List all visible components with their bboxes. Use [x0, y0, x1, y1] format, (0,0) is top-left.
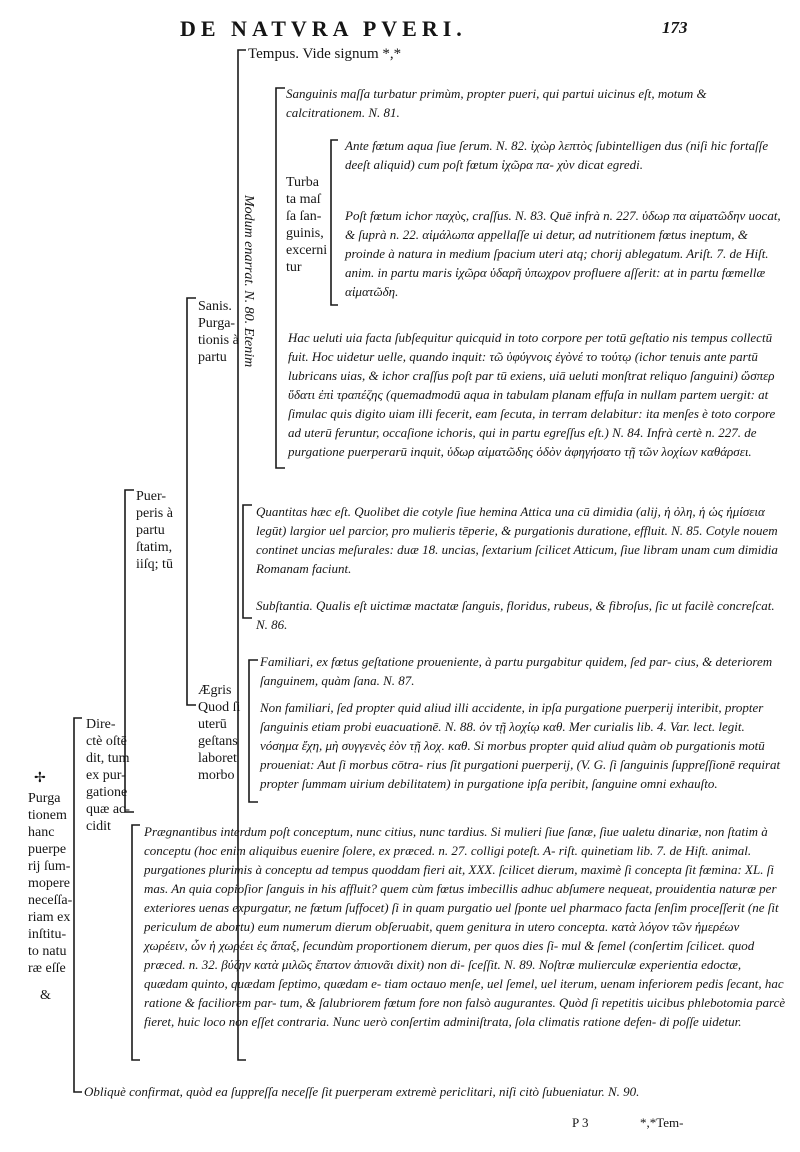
brace-puerperis-items [243, 505, 252, 618]
catchword: *,*Tem- [640, 1115, 684, 1130]
oblique-entry: Obliquè confirmat, quòd ea ſuppreſſa neceſſe ſit puerperam extremè periclitari, niſi citò ſubueniatur. N. 90. [84, 1084, 640, 1099]
quantitas-entry: Quantitas hæc eſt. Quolibet die cotyle ſiue hemina Attica una cū dimidia (alij, ἡ ὀλη, ἡ ὡς ἡμίσεια legūt) largior uel parcior, pro mulieris tēperie, & purgationis duratione, effluit. N. 85. Cotyle nouem continet uncias meſurales: duæ 18. uncias, ſextarium ſcilicet Atticum, ſiue libram unam cum dimidia Romanam faciunt. [256, 504, 778, 576]
brace-praegnantibus [132, 825, 140, 1060]
modum-vertical-label: Modum enarrat. N. 80. Etenim [241, 195, 256, 368]
hac-veluti-entry: Hac ueluti uia facta ſubſequitur quicquid in toto corpore per totū geſtatio nis tempus collectū fuit. Hoc uidetur uelle, quando inquit: τῶ ὑφύγνοις ἐγὸνέ το τούτῳ (ichor tenuis ante partū lubricans uias, & ichor craſſus poſt par tū exiens, uiā ueluti monſtrat reliquo ſanguini) ὥσπερ ὕδατι ἐπὶ τραπέζης (quemadmodū aqua in tabulam planam effuſa in nullam partem uergit: at ſimulac quis digito uiam illi fecerit, eam ſecuta, in terram delabitur: ita menſes è toto corpore ad uterū feruntur, occaſione ichoris, qui in partu egreſſus eſt.) N. 84. Infrà certè n. 227. de purgatione puerperarū inquit, ὑδωρ αἱματῶδης ὁδὸν ἀφηγήσατο τῇ τῶν λοχίων καθάρσει. [288, 330, 776, 459]
sanis-label: Sanis. Purga- tionis à partu [198, 299, 239, 365]
brace-directe [74, 718, 82, 1092]
brace-sanis [187, 298, 196, 705]
running-title: DE NATVRA PVERI. [180, 16, 467, 41]
post-foetum-entry: Poſt fœtum ichor παχὺς, craſſus. N. 83. Quē infrà n. 227. ὑδωρ πα αἱματῶδην uocat, & ſuprà n. 22. αἱμάλωπα appellaſſe ui detur, ad nutritionem fœtus ineptum, & proinde à natura in medium ſpacium uteri atq; chorij ablegatum. Ariſt. 7. de Hiſt. anim. in partu maris ἰχῶρα ὑδαρῆ ὑπωχρον profluere aſſerit: at in partu fœmellæ αἱματῶδη. [345, 208, 781, 299]
signature-mark: P 3 [572, 1115, 589, 1130]
non-familiari-entry: Non familiari, ſed propter quid aliud illi accidente, in ipſa purgatione puerperij interibit, propter ſanguinis etiam probi euacuationē. N. 88. ὀν τῇ λοχίῳ καθ. Mer curialis lib. 4. Var. lect. legit. νόσημα ἔχη, μὴ συγγενὲς ἐὸν τῇ λοχ. καθ. Si morbus propter quid aliud quàm ob purgationis motū proueniat: Aut ſi morbus cōtra- rius ſit purgationi puerperij, (V. G. ſi ſanguinis ſuppreſſionē requirat propter ſummam uirium debilitatem) in purgatione ipſa peribit, ſanguine omni exhauſto. [260, 700, 781, 791]
page-number: 173 [662, 18, 688, 37]
praegnantibus-entry: Prægnantibus interdum poſt conceptum, nunc citius, nunc tardius. Si mulieri ſiue ſanæ, ſiue ualetu dinariæ, non ſtatim à conceptu (hoc enim aliquibus euenire ſolere, ex præced. n. 27. colligi poteſt. A- riſt. quinetiam lib. 7. de Hiſt. animal. purgationes plurimis à conceptu ad tempus quoddam fieri ait, XXX. ſcilicet dierum, maximè ſi concepta ſit fœmina: XL. ſi mas. An quia copioſior ſanguis in his affluit? quem cùm fœtus imbecillis adhuc abſumere nequeat, prouidentia naturæ per exteriores uenas expurgatur, ne fœtum ſuffocet) ſi in quam purgatio uel ſponte uel pharmaco facta ſenſim proceſſerit (ne ſit periculum de abortu) eum numerum dierum obſeruabit, quem genitura in utero concepta. κατὰ λόγον τῶν ἡμερέων χωρέειν, ὧν ἡ χωρέει ἐς ἅπαξ, ſecundùm proportionem dierum, per quos dies ſi- mul & ſemel (conſertim ſcilicet. quod præced. n. 32. βύζην κατὰ μιλῶς ἔπατον ἀπιονᾶι dixit) non di- ſceſſit. N. 89. Noſtræ mulierculæ experientia edoctæ, quædam quinto, quædam ſeptimo, quædam e- tiam octauo menſe, uel ſemel, uel iterum, uenam inferiorem pedis ſecant, hac ratione & faciliorem par- tum, & ſalubriorem fœtum fore non falsò augurantes. Quòd ſi repetitis uicibus phlebotomia parcè fieret, huic loco non eſſet contraria. Nunc uerò conſertim adminiſtrata, ſola climatis ratione defen- di poſſe uidetur. [144, 824, 786, 1029]
ante-foetum-entry: Ante fœtum aqua ſiue ſerum. N. 82. ἰχὼρ λεπτὸς ſubintelligen dus (niſi hic fortaſſe deeſt aliquid) cum poſt fœtum ἰχῶρα πα- χὺν dicat egredi. [345, 138, 769, 172]
ampersand-mark: & [40, 988, 51, 1003]
familiari-entry: Familiari, ex fœtus geſtatione proueniente, à partu purgabitur quidem, ſed par- cius, & deteriorem ſanguinem, quàm ſana. N. 87. [260, 654, 773, 688]
directe-label: Dire- ctè oſtē dit, tum ex pur- gatione quæ ac- cidit [86, 717, 130, 834]
substantia-entry: Subſtantia. Qualis eſt uictimæ mactatæ ſanguis, floridus, rubeus, & fibroſus, ſic ut facilè concreſcat. N. 86. [256, 598, 775, 632]
puerperis-label: Puer- peris à partu ſtatim, iiſq; tū [136, 489, 173, 572]
brace-aegris [249, 660, 258, 802]
aegris-label: Ægris Quod ſi uterū geſtans laboret morbo [198, 683, 241, 783]
tempus-entry: Tempus. Vide signum *,* [248, 46, 402, 62]
sanguinis-massa-entry: Sanguinis maſſa turbatur primùm, propter pueri, qui partui uicinus eſt, motum & calcitrationem. N. 81. [286, 86, 707, 120]
turbata-label: Turba ta maſ ſa ſan- guinis, excerni tur [286, 175, 328, 275]
brace-modum [276, 88, 285, 468]
purgationem-label: Purga tionem hanc puerpe rij ſum- mopere neceſſa- riam ex inſtitu- to natu ræ eſſe [28, 791, 73, 976]
brace-turbata [331, 140, 338, 305]
cross-ornament-icon: ✢ [34, 771, 46, 786]
